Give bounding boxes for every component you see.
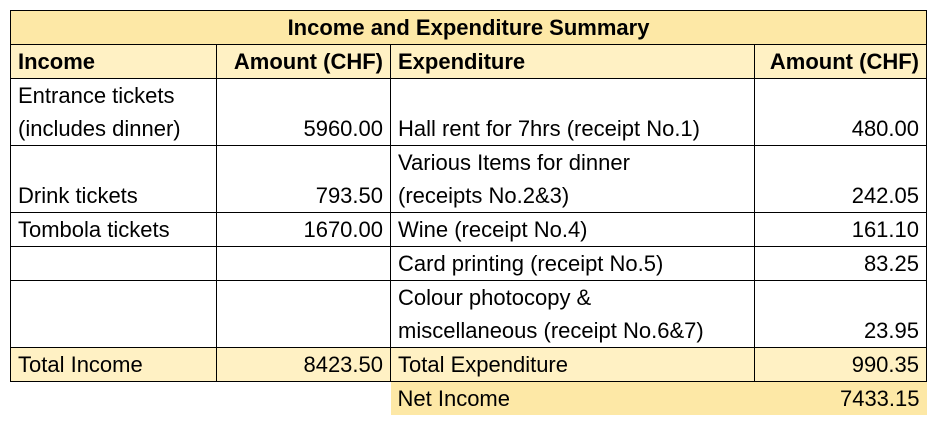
expenditure-line: Hall rent for 7hrs (receipt No.1) bbox=[398, 116, 700, 141]
income-cell bbox=[11, 247, 217, 281]
income-cell bbox=[11, 213, 217, 247]
net-income-value: 7433.15 bbox=[755, 382, 927, 416]
header-row bbox=[11, 45, 927, 79]
total-income-value: 8423.50 bbox=[217, 348, 391, 382]
header-income: Income bbox=[11, 45, 217, 79]
table-row bbox=[11, 213, 927, 247]
income-cell bbox=[11, 281, 217, 348]
header-expenditure: Expenditure bbox=[391, 45, 755, 79]
total-expenditure-label: Total Expenditure bbox=[391, 348, 755, 382]
income-amount-cell bbox=[217, 281, 391, 348]
table-row bbox=[11, 247, 927, 281]
blank-cell bbox=[217, 382, 391, 416]
total-expenditure-value: 990.35 bbox=[755, 348, 927, 382]
header-expenditure-amount: Amount (CHF) bbox=[755, 45, 927, 79]
income-cell bbox=[11, 79, 217, 146]
income-line: Drink tickets bbox=[18, 183, 138, 208]
expenditure-cell bbox=[391, 281, 755, 348]
header-income-amount: Amount (CHF) bbox=[217, 45, 391, 79]
expenditure-amount-cell: 161.10 bbox=[755, 213, 927, 247]
total-income-label: Total Income bbox=[11, 348, 217, 382]
net-income-row bbox=[11, 382, 927, 416]
income-expenditure-table bbox=[10, 10, 927, 415]
totals-row bbox=[11, 348, 927, 382]
expenditure-line: Colour photocopy & bbox=[398, 285, 592, 310]
income-line: Entrance tickets bbox=[18, 83, 175, 108]
income-amount-cell bbox=[217, 247, 391, 281]
summary-sheet bbox=[10, 10, 927, 415]
table-row bbox=[11, 146, 927, 213]
table-title: Income and Expenditure Summary bbox=[11, 11, 927, 45]
expenditure-cell bbox=[391, 247, 755, 281]
expenditure-amount-cell: 23.95 bbox=[755, 281, 927, 348]
expenditure-line: Various Items for dinner bbox=[398, 150, 630, 175]
expenditure-line: (receipts No.2&3) bbox=[398, 183, 570, 208]
expenditure-cell bbox=[391, 213, 755, 247]
table-row bbox=[11, 79, 927, 146]
income-amount-cell: 5960.00 bbox=[217, 79, 391, 146]
income-cell bbox=[11, 146, 217, 213]
expenditure-cell bbox=[391, 79, 755, 146]
expenditure-line: Wine (receipt No.4) bbox=[398, 217, 588, 242]
income-line: Tombola tickets bbox=[18, 217, 170, 242]
expenditure-amount-cell: 242.05 bbox=[755, 146, 927, 213]
expenditure-line: Card printing (receipt No.5) bbox=[398, 251, 664, 276]
income-amount-cell: 793.50 bbox=[217, 146, 391, 213]
net-income-label: Net Income bbox=[391, 382, 755, 416]
income-line: (includes dinner) bbox=[18, 116, 181, 141]
table-row bbox=[11, 281, 927, 348]
blank-cell bbox=[11, 382, 217, 416]
income-amount-cell: 1670.00 bbox=[217, 213, 391, 247]
expenditure-amount-cell: 83.25 bbox=[755, 247, 927, 281]
expenditure-cell bbox=[391, 146, 755, 213]
expenditure-amount-cell: 480.00 bbox=[755, 79, 927, 146]
expenditure-line: miscellaneous (receipt No.6&7) bbox=[398, 318, 704, 343]
